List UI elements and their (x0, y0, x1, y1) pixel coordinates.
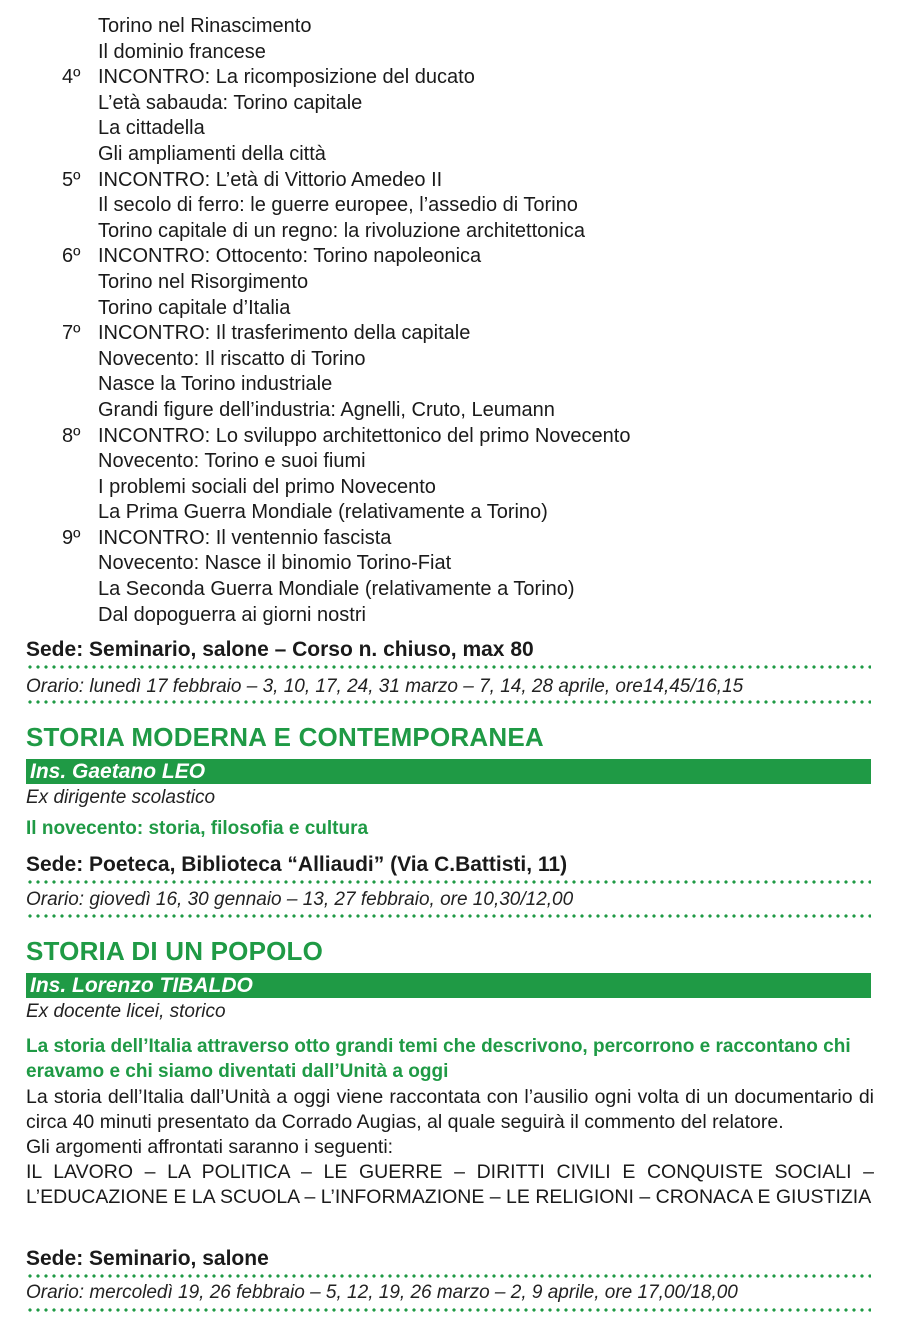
program-line-text: Il secolo di ferro: le guerre europee, l’assedio di Torino (98, 194, 578, 217)
program-line-text: Nasce la Torino industriale (98, 373, 333, 396)
program-list (0, 14, 911, 628)
program-line (0, 372, 911, 398)
program-line-text: La cittadella (98, 117, 205, 140)
program-line (0, 424, 911, 450)
program-line (0, 398, 911, 424)
program-line (0, 91, 911, 117)
program-line-text: Novecento: Torino e suoi fiumi (98, 450, 366, 473)
instructor-bar (26, 973, 871, 998)
course3-sede: Sede: Seminario, salone (26, 1247, 269, 1270)
program-line (0, 40, 911, 66)
course3-subtitle: La storia dell’Italia attraverso otto grandi temi che descrivono, percorrono e raccontano chi eravamo e chi siamo diventati dall’Unità a oggi (26, 1036, 851, 1082)
program-line-text: Novecento: Nasce il binomio Torino-Fiat (98, 552, 452, 575)
program-line-text: Novecento: Il riscatto di Torino (98, 347, 366, 370)
program-line-text: INCONTRO: Ottocento: Torino napoleonica (98, 245, 482, 268)
program-line-text: INCONTRO: L’età di Vittorio Amedeo II (98, 168, 443, 191)
course2-role: Ex dirigente scolastico (26, 787, 216, 808)
program-line-text: INCONTRO: Lo sviluppo architettonico del primo Novecento (98, 424, 631, 447)
course3-orario: Orario: mercoledì 19, 26 febbraio – 5, 12, 19, 26 marzo – 2, 9 aprile, ore 17,00/18,00 (26, 1282, 738, 1303)
incontro-number: 6º (62, 245, 81, 268)
program-line-text: Torino nel Rinascimento (98, 15, 312, 37)
course3-description (26, 1085, 874, 1210)
program-line-text: I problemi sociali del primo Novecento (98, 475, 436, 498)
program-line-text: La Seconda Guerra Mondiale (relativamente a Torino) (98, 578, 575, 601)
course3-title: STORIA DI UN POPOLO (26, 936, 324, 966)
program-line (0, 296, 911, 322)
program-line (0, 500, 911, 526)
program-line (0, 168, 911, 194)
incontro-number: 7º (62, 322, 81, 345)
course2-sede: Sede: Poeteca, Biblioteca “Alliaudi” (Via C.Battisti, 11) (26, 853, 568, 876)
program-line-text: Torino capitale d’Italia (98, 296, 291, 319)
course2-title: STORIA MODERNA E CONTEMPORANEA (26, 722, 544, 752)
program-line (0, 270, 911, 296)
program-line-text: INCONTRO: Il ventennio fascista (98, 526, 392, 549)
program-line (0, 116, 911, 142)
dotted-divider (26, 914, 871, 918)
program-line-text: La Prima Guerra Mondiale (relativamente a Torino) (98, 501, 548, 524)
dotted-divider (26, 700, 871, 704)
course2-instructor: Ins. Gaetano LEO (30, 760, 206, 783)
incontro-number: 8º (62, 424, 81, 447)
program-line (0, 551, 911, 577)
course2-subtitle: Il novecento: storia, filosofia e cultura (26, 818, 369, 839)
dotted-divider (26, 880, 871, 884)
course2-orario: Orario: giovedì 16, 30 gennaio – 13, 27 febbraio, ore 10,30/12,00 (26, 889, 574, 910)
program-line (0, 526, 911, 552)
topics-intro: Gli argomenti affrontati saranno i seguenti: (26, 1136, 394, 1158)
instructor-bar (26, 759, 871, 784)
program-line (0, 14, 911, 40)
program-line-text: Grandi figure dell’industria: Agnelli, Cruto, Leumann (98, 398, 555, 421)
course3-instructor: Ins. Lorenzo TIBALDO (30, 974, 253, 997)
course1-sede: Sede: Seminario, salone – Corso n. chiuso, max 80 (26, 638, 534, 661)
program-line-text: Dal dopoguerra ai giorni nostri (98, 603, 366, 626)
program-line (0, 449, 911, 475)
program-line (0, 577, 911, 603)
dotted-divider (26, 665, 871, 669)
program-line-text: INCONTRO: Il trasferimento della capitale (98, 322, 471, 345)
program-line (0, 193, 911, 219)
program-line-text: Torino capitale di un regno: la rivoluzione architettonica (98, 219, 585, 242)
program-line (0, 603, 911, 629)
program-line-text: INCONTRO: La ricomposizione del ducato (98, 66, 475, 89)
incontro-number: 5º (62, 168, 81, 191)
course3-role: Ex docente licei, storico (26, 1001, 226, 1022)
program-line-text: Torino nel Risorgimento (98, 270, 309, 293)
program-line (0, 219, 911, 245)
program-line (0, 347, 911, 373)
program-line (0, 475, 911, 501)
incontro-number: 4º (62, 66, 81, 89)
dotted-divider (26, 1274, 871, 1278)
program-line-text: Gli ampliamenti della città (98, 142, 326, 165)
topics-list: IL LAVORO – LA POLITICA – LE GUERRE – DIRITTI CIVILI E CONQUISTE SOCIALI – L’EDUCAZIONE E LA SCUOLA – L’INFORMAZIONE – LE RELIGIONI – CRONACA E GIUSTIZIA (26, 1161, 874, 1208)
program-line (0, 244, 911, 270)
program-line-text: L’età sabauda: Torino capitale (98, 91, 363, 114)
program-line-text: Il dominio francese (98, 40, 266, 63)
program-line (0, 65, 911, 91)
incontro-number: 9º (62, 526, 81, 549)
course1-orario: Orario: lunedì 17 febbraio – 3, 10, 17, 24, 31 marzo – 7, 14, 28 aprile, ore14,45/16,15 (26, 676, 744, 697)
dotted-divider (26, 1308, 871, 1312)
program-line (0, 321, 911, 347)
program-line (0, 142, 911, 168)
description-text: La storia dell’Italia dall’Unità a oggi viene raccontata con l’ausilio ogni volta di un documentario di circa 40 minuti presentato da Corrado Augias, al quale seguirà il commento del relatore. (26, 1086, 874, 1133)
